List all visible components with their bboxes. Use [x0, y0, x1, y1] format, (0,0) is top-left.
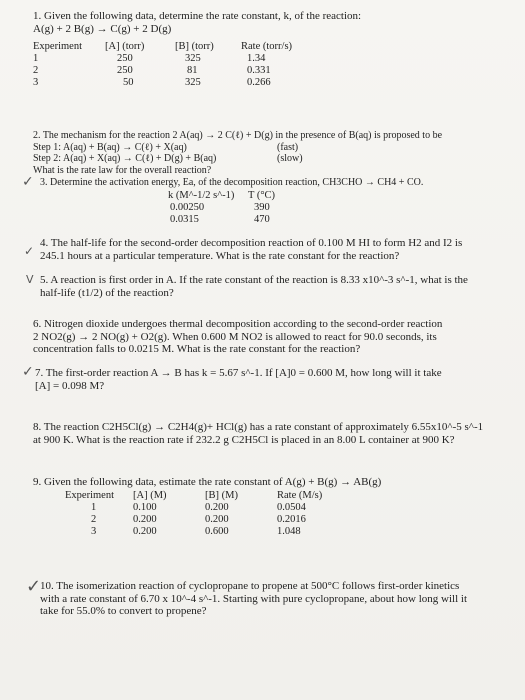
q1-cell: 325	[185, 53, 201, 64]
q2-step2-text: Step 2: A(aq) + X(aq) → C(ℓ) + D(g) + B(aq)	[33, 153, 217, 164]
q3-cell: 0.0315	[170, 214, 199, 225]
q8-line2: at 900 K. What is the reaction rate if 232.2 g C2H5Cl is placed in an 8.00 L container at 900 K?	[33, 433, 455, 446]
q1-table	[33, 41, 333, 89]
q1-cell: 325	[185, 77, 201, 88]
q2-step2	[33, 153, 442, 165]
table-row	[65, 526, 325, 538]
q9-cell: 0.200	[133, 526, 157, 537]
q10-line3: take for 55.0% to convert to propene?	[40, 605, 207, 617]
q1-header-rate: Rate (torr/s)	[241, 41, 293, 52]
q1-cell: 1	[33, 53, 39, 64]
q1-cell: 0.266	[247, 77, 271, 88]
question-6	[33, 318, 442, 356]
question-2	[33, 130, 442, 176]
question-3	[40, 177, 423, 190]
q10-line1: 10. The isomerization reaction of cyclopropane to propene at 500°C follows first-order kinetics	[40, 580, 460, 592]
q1-cell: 250	[117, 53, 133, 64]
q9-cell: 1	[91, 502, 97, 513]
q4-line2: 245.1 hours at a particular temperature. What is the rate constant for the reaction?	[40, 249, 400, 262]
q1-header-a: [A] (torr)	[105, 41, 145, 52]
q1-cell: 81	[187, 65, 198, 76]
table-row	[65, 514, 325, 526]
q7-line2: [A] = 0.098 M?	[35, 379, 105, 392]
v-mark: V	[26, 273, 34, 286]
q7-line1: 7. The first-order reaction A → B has k = 5.67 s^-1. If [A]0 = 0.600 M, how long will it take	[35, 367, 442, 379]
table-header-row	[33, 41, 333, 53]
q3-table	[168, 190, 308, 226]
table-row	[33, 53, 333, 65]
q3-cell: 0.00250	[170, 202, 205, 213]
q1-cell: 3	[33, 77, 39, 88]
q1-reaction: A(g) + 2 B(g) → C(g) + 2 D(g)	[33, 22, 172, 35]
q9-cell: 0.600	[205, 526, 229, 537]
q4-line1: 4. The half-life for the second-order decomposition reaction of 0.100 M HI to form H2 and I2 is	[40, 237, 463, 249]
table-header-row	[65, 490, 325, 502]
question-8	[33, 421, 483, 446]
q3-header-t: T (°C)	[248, 190, 276, 201]
table-row	[168, 214, 308, 226]
q3-line1: 3. Determine the activation energy, Ea, of the decomposition reaction, CH3CHO → CH4 + CO.	[40, 177, 424, 188]
table-row	[33, 77, 333, 89]
check-mark: ✓	[26, 576, 42, 597]
check-mark: ✓	[24, 244, 35, 258]
q2-line1: 2. The mechanism for the reaction 2 A(aq) → 2 C(ℓ) + D(g) in the presence of B(aq) is proposed to be	[33, 130, 443, 141]
question-1	[33, 10, 361, 35]
q1-title: 1. Given the following data, determine the rate constant, k, of the reaction:	[33, 10, 362, 22]
q1-cell: 250	[117, 65, 133, 76]
q2-step1-text: Step 1: A(aq) + B(aq) → C(ℓ) + X(aq)	[33, 141, 187, 153]
q9-cell: 2	[91, 514, 97, 525]
q9-cell: 3	[91, 526, 97, 537]
question-4	[40, 237, 462, 262]
q2-line4: What is the rate law for the overall reaction?	[33, 164, 212, 176]
q9-table	[65, 490, 325, 538]
q9-cell: 1.048	[277, 526, 301, 537]
check-mark: ✓	[22, 174, 34, 190]
question-7	[35, 367, 442, 392]
question-5	[40, 274, 468, 299]
question-9	[33, 476, 381, 489]
q2-step1-speed: (fast)	[277, 141, 299, 153]
q10-line2: with a rate constant of 6.70 x 10^-4 s^-1. Starting with pure cyclopropane, about how long will it	[40, 592, 468, 605]
q6-line3: concentration falls to 0.0215 M. What is the rate constant for the reaction?	[33, 343, 361, 355]
q9-header-experiment: Experiment	[65, 490, 114, 501]
q2-step1	[33, 142, 442, 154]
q9-cell: 0.200	[205, 502, 229, 513]
q3-cell: 390	[254, 202, 270, 213]
q5-line1: 5. A reaction is first order in A. If the rate constant of the reaction is 8.33 x10^-3 s^-1, what is the	[40, 274, 468, 286]
q3-header-k: k (M^-1/2 s^-1)	[168, 190, 235, 201]
q1-cell: 50	[123, 77, 134, 88]
table-row	[168, 202, 308, 214]
q9-header-b: [B] (M)	[205, 490, 238, 501]
q3-cell: 470	[254, 214, 270, 225]
q1-header-b: [B] (torr)	[175, 41, 214, 52]
q9-header-rate: Rate (M/s)	[277, 490, 323, 501]
q6-line2: 2 NO2(g) → 2 NO(g) + O2(g). When 0.600 M NO2 is allowed to react for 90.0 seconds, its	[33, 330, 437, 343]
q9-cell: 0.0504	[277, 502, 306, 513]
check-mark: ✓	[22, 364, 34, 380]
table-row	[33, 65, 333, 77]
q5-line2: half-life (t1/2) of the reaction?	[40, 286, 174, 299]
q9-cell: 0.200	[205, 514, 229, 525]
table-header-row	[168, 190, 308, 202]
q6-line1: 6. Nitrogen dioxide undergoes thermal decomposition according to the second-order reaction	[33, 318, 443, 330]
q1-header-experiment: Experiment	[33, 41, 82, 52]
q9-cell: 0.2016	[277, 514, 306, 525]
q1-cell: 0.331	[247, 65, 271, 76]
q1-cell: 1.34	[247, 53, 266, 64]
q9-line1: 9. Given the following data, estimate the rate constant of A(g) + B(g) → AB(g)	[33, 476, 382, 488]
q2-step2-speed: (slow)	[277, 153, 303, 164]
table-row	[65, 502, 325, 514]
q9-header-a: [A] (M)	[133, 490, 167, 501]
q9-cell: 0.200	[133, 514, 157, 525]
q8-line1: 8. The reaction C2H5Cl(g) → C2H4(g)+ HCl(g) has a rate constant of approximately 6.55x10^-5 s^-1	[33, 421, 484, 433]
q9-cell: 0.100	[133, 502, 157, 513]
question-10	[40, 580, 467, 618]
q1-cell: 2	[33, 65, 39, 76]
